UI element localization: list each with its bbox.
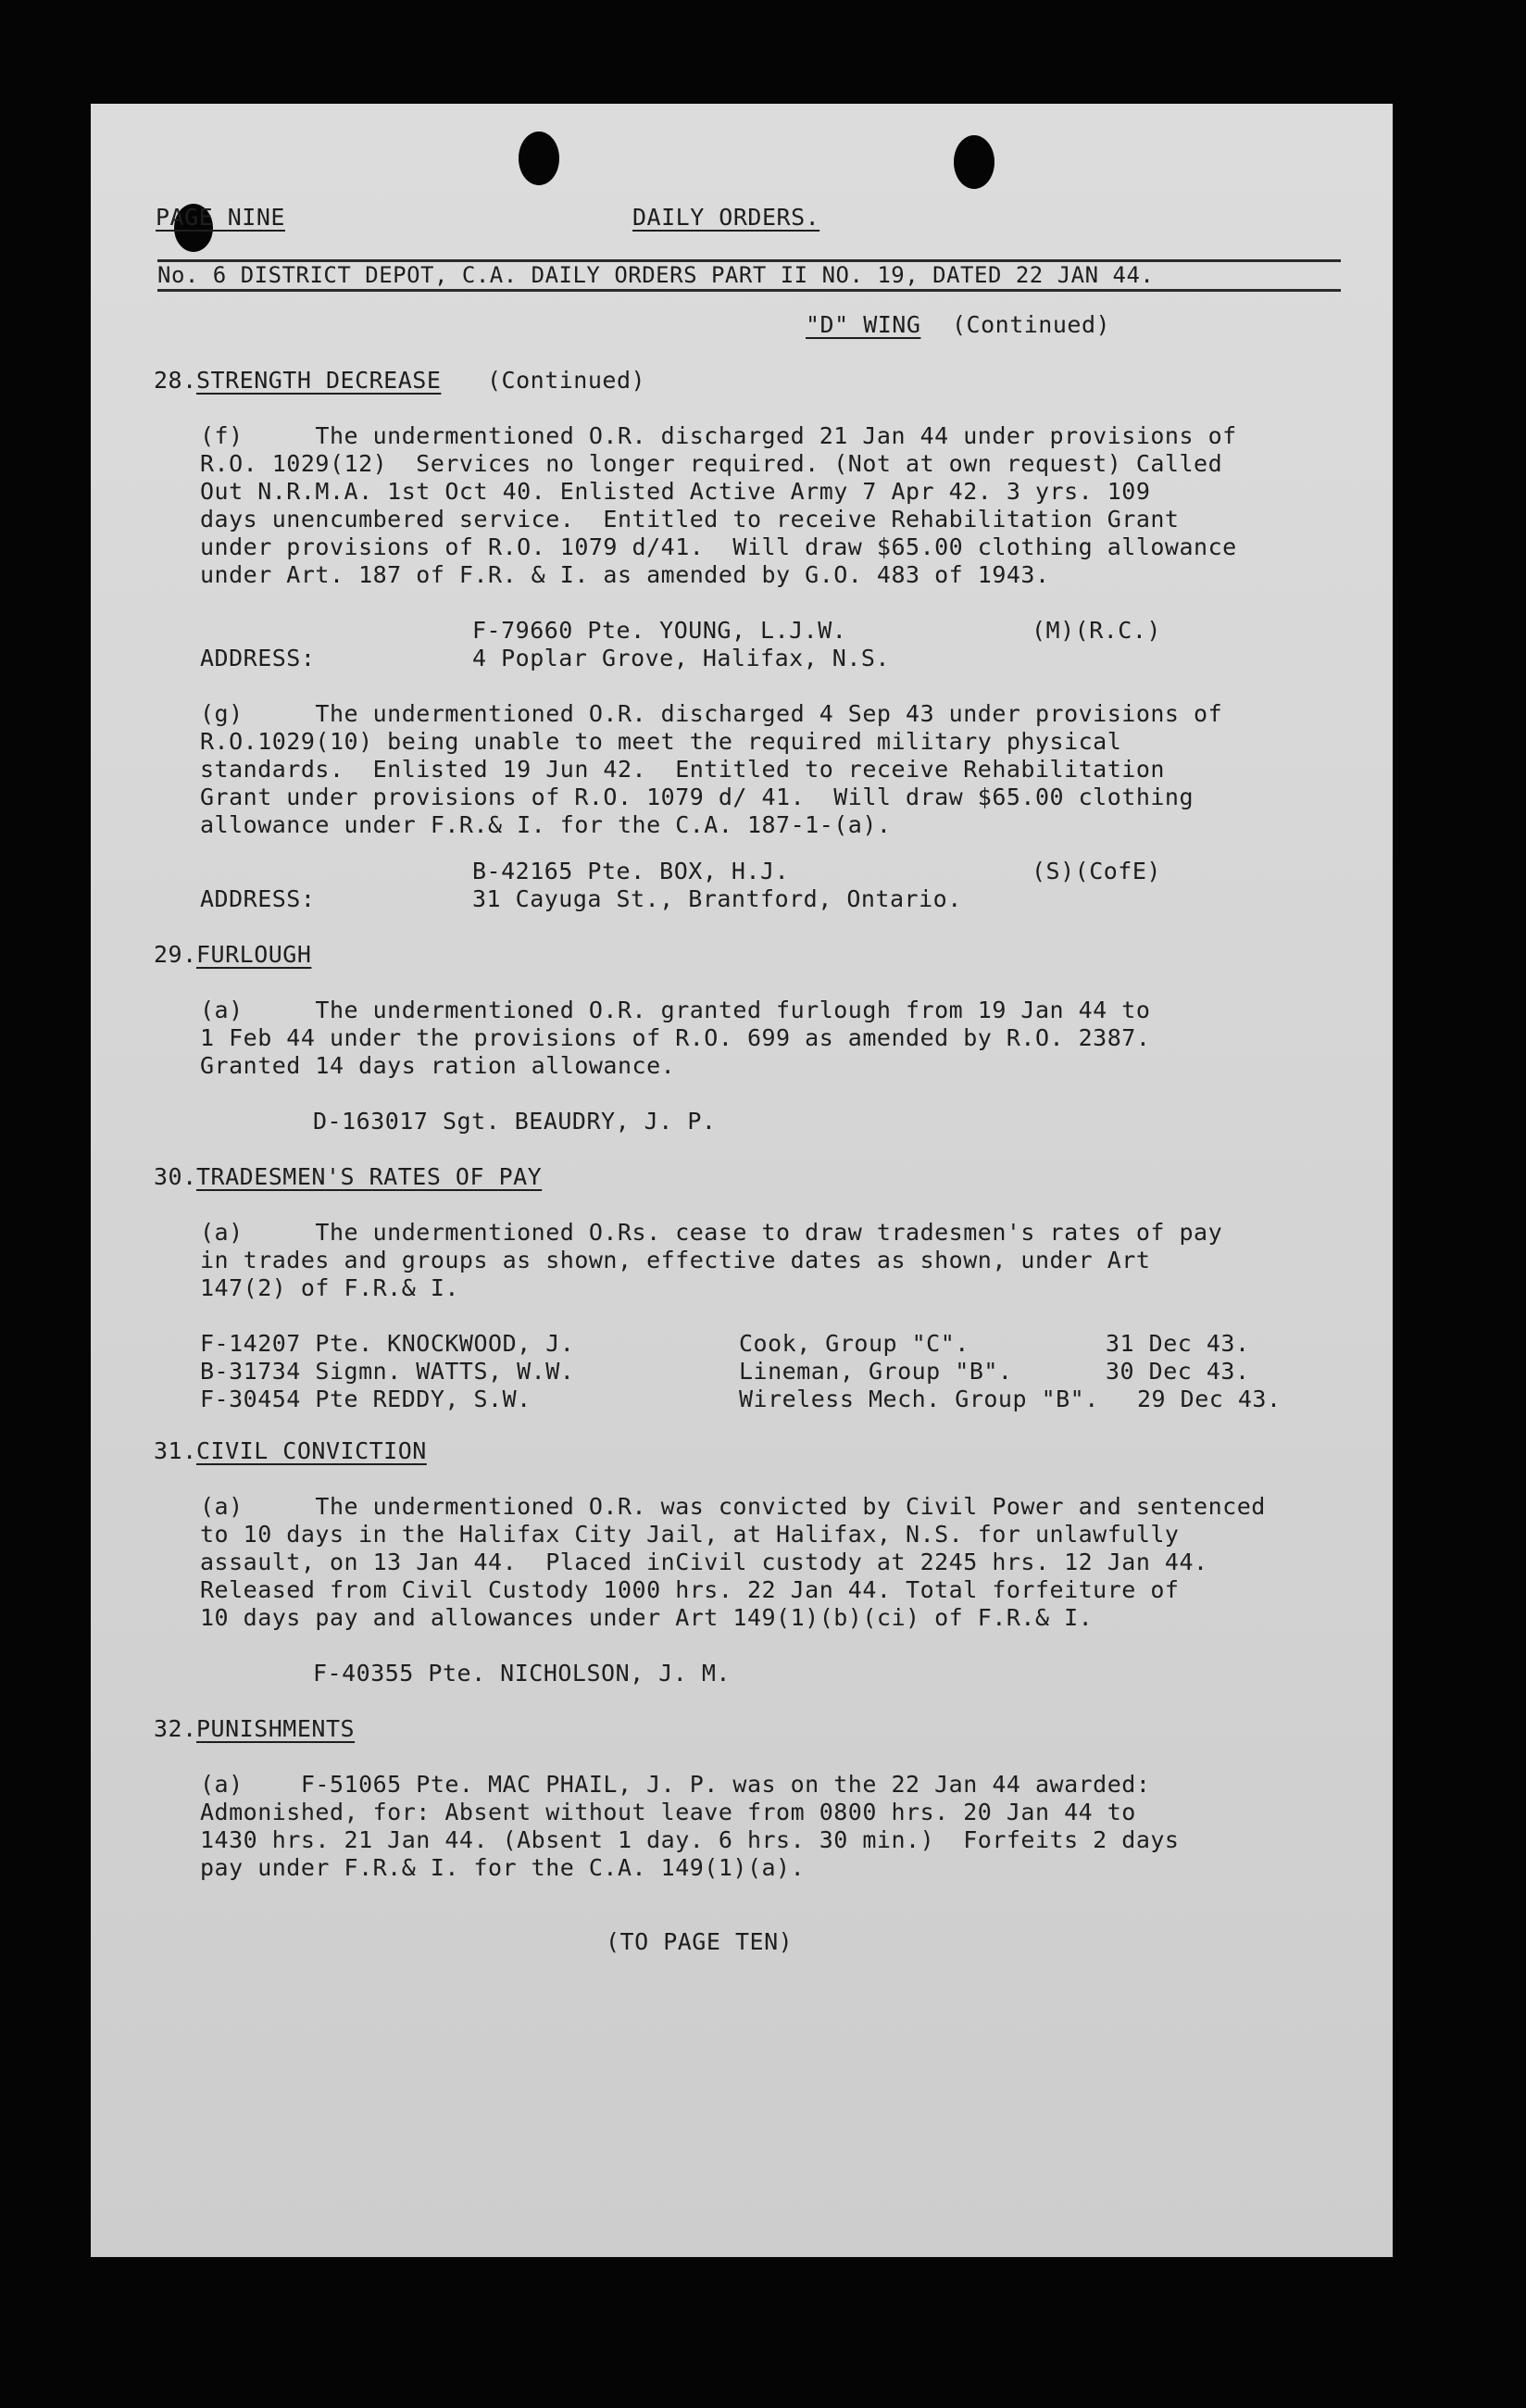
trades-row-trade: Cook, Group "C". [739,1330,969,1357]
section-31-line: assault, on 13 Jan 44. Placed inCivil custody at 2245 hrs. 12 Jan 44. [200,1549,1208,1575]
trades-row-soldier: F-14207 Pte. KNOCKWOOD, J. [200,1330,575,1357]
section-31-line: Released from Civil Custody 1000 hrs. 22 Jan 44. Total forfeiture of [200,1576,1180,1603]
section-28g-line: R.O.1029(10) being unable to meet the required military physical [200,728,1122,755]
section-29-line: Granted 14 days ration allowance. [200,1052,676,1079]
section-28g-line: (g) The undermentioned O.R. discharged 4 Sep 43 under provisions of [200,700,1223,727]
section-28g-line: Grant under provisions of R.O. 1079 d/ 41. Will draw $65.00 clothing [200,784,1195,810]
section-31-line: to 10 days in the Halifax City Jail, at Halifax, N.S. for unlawfully [200,1521,1180,1548]
section-28g-line: standards. Enlisted 19 Jun 42. Entitled to receive Rehabilitation [200,756,1165,783]
section-29-line: 1 Feb 44 under the provisions of R.O. 699 as amended by R.O. 2387. [200,1024,1151,1051]
section-28f-codes: (M)(R.C.) [1032,617,1161,644]
section-29-number: 29. [154,941,197,968]
section-28g-address: 31 Cayuga St., Brantford, Ontario. [472,885,962,912]
section-31-soldier: F-40355 Pte. NICHOLSON, J. M. [313,1660,731,1687]
section-28-title: STRENGTH DECREASE [196,367,442,394]
section-28g-soldier: B-42165 Pte. BOX, H.J. [472,858,790,884]
section-28g-codes: (S)(CofE) [1032,858,1161,884]
section-31-title: CIVIL CONVICTION [196,1437,427,1464]
section-28f-line: days unencumbered service. Entitled to receive Rehabilitation Grant [200,506,1180,533]
section-28g-address-label: ADDRESS: [200,885,316,912]
section-31-line: (a) The undermentioned O.R. was convicted by Civil Power and sentenced [200,1493,1266,1520]
page-continuation: (TO PAGE TEN) [606,1928,794,1955]
section-29-soldier: D-163017 Sgt. BEAUDRY, J. P. [313,1108,717,1135]
trades-row-date: 31 Dec 43. [1106,1330,1250,1357]
section-28f-line: (f) The undermentioned O.R. discharged 21 Jan 44 under provisions of [200,422,1237,449]
document-page [91,104,1393,2257]
section-28f-soldier: F-79660 Pte. YOUNG, L.J.W. [472,617,847,644]
document-subtitle: No. 6 DISTRICT DEPOT, C.A. DAILY ORDERS PART II NO. 19, DATED 22 JAN 44. [157,262,1155,288]
trades-row-date: 30 Dec 43. [1106,1358,1250,1385]
header-rule-bottom [157,289,1341,292]
trades-row-soldier: F-30454 Pte REDDY, S.W. [200,1386,532,1412]
section-31-line: 10 days pay and allowances under Art 149(1)(b)(ci) of F.R.& I. [200,1604,1094,1631]
section-28f-address: 4 Poplar Grove, Halifax, N.S. [472,645,890,671]
section-28f-line: under provisions of R.O. 1079 d/41. Will draw $65.00 clothing allowance [200,533,1237,560]
section-28f-address-label: ADDRESS: [200,645,316,671]
section-30-title: TRADESMEN'S RATES OF PAY [196,1163,543,1190]
section-30-number: 30. [154,1163,197,1190]
trades-row-date: 29 Dec 43. [1137,1386,1282,1412]
section-29-title: FURLOUGH [196,941,312,968]
section-29-line: (a) The undermentioned O.R. granted furlough from 19 Jan 44 to [200,997,1151,1023]
section-31-number: 31. [154,1437,197,1464]
wing-note: (Continued) [952,311,1111,338]
section-28f-line: Out N.R.M.A. 1st Oct 40. Enlisted Active Army 7 Apr 42. 3 yrs. 109 [200,478,1151,505]
punch-hole-left [519,132,559,185]
section-30-line: in trades and groups as shown, effective dates as shown, under Art [200,1247,1151,1273]
section-32-line: (a) F-51065 Pte. MAC PHAIL, J. P. was on the 22 Jan 44 awarded: [200,1771,1151,1798]
section-32-line: Admonished, for: Absent without leave from 0800 hrs. 20 Jan 44 to [200,1799,1136,1825]
section-32-number: 32. [154,1715,197,1742]
trades-row-trade: Lineman, Group "B". [739,1358,1013,1385]
trades-row-trade: Wireless Mech. Group "B". [739,1386,1099,1412]
section-28f-line: R.O. 1029(12) Services no longer required. (Not at own request) Called [200,450,1223,477]
section-32-line: pay under F.R.& I. for the C.A. 149(1)(a). [200,1854,806,1881]
section-28-number: 28. [154,367,197,394]
section-30-line: (a) The undermentioned O.Rs. cease to draw tradesmen's rates of pay [200,1219,1223,1246]
punch-hole-right [954,135,994,189]
document-title: DAILY ORDERS. [632,204,820,231]
section-28-cont: (Continued) [487,367,646,394]
section-28f-line: under Art. 187 of F.R. & I. as amended by G.O. 483 of 1943. [200,561,1050,588]
wing-heading: "D" WING [806,311,921,338]
section-32-line: 1430 hrs. 21 Jan 44. (Absent 1 day. 6 hrs. 30 min.) Forfeits 2 days [200,1826,1180,1853]
section-28g-line: allowance under F.R.& I. for the C.A. 187-1-(a). [200,811,892,838]
page-label: PAGE NINE [156,204,285,231]
trades-row-soldier: B-31734 Sigmn. WATTS, W.W. [200,1358,575,1385]
section-32-title: PUNISHMENTS [196,1715,356,1742]
section-30-line: 147(2) of F.R.& I. [200,1274,459,1301]
